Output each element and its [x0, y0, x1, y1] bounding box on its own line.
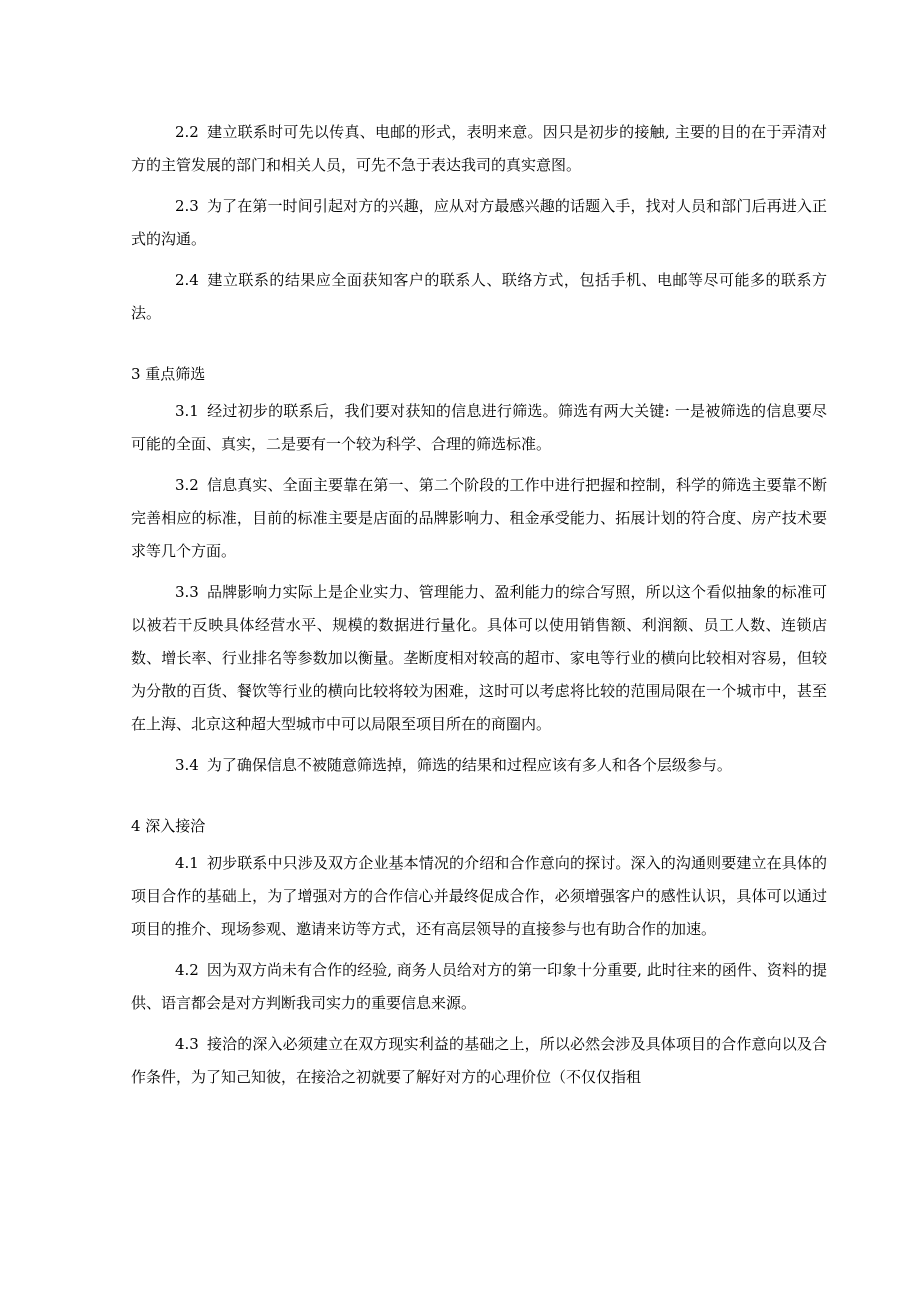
- paragraph-2-4: [131, 264, 827, 330]
- paragraph-number: 4.2: [175, 961, 199, 979]
- paragraph-text: 经过初步的联系后，我们要对获知的信息进行筛选。筛选有两大关键: 一是被筛选的信息要尽可能的全面、真实，二是要有一个较为科学、合理的筛选标准。: [131, 402, 827, 453]
- paragraph-number: 4.1: [175, 854, 199, 872]
- paragraph-text: 品牌影响力实际上是企业实力、管理能力、盈利能力的综合写照，所以这个看似抽象的标准可以被若干反映具体经营水平、规模的数据进行量化。具体可以使用销售额、利润额、员工人数、连锁店数、增长率、行业排名等参数加以衡量。垄断度相对较高的超市、家电等行业的横向比较相对容易，但较为分散的百货、餐饮等行业的横向比较将较为困难，这时可以考虑将比较的范围局限在一个城市中，甚至在上海、北京这种超大型城市中可以局限至项目所在的商圈内。: [131, 583, 827, 733]
- paragraph-2-2: [131, 116, 827, 182]
- paragraph-4-1: [131, 847, 827, 946]
- paragraph-number: 2.3: [175, 197, 199, 215]
- paragraph-text: 为了在第一时间引起对方的兴趣，应从对方最感兴趣的话题入手，找对人员和部门后再进入正式的沟通。: [131, 197, 827, 248]
- paragraph-number: 4.3: [175, 1035, 199, 1053]
- paragraph-number: 3.1: [175, 402, 199, 420]
- paragraph-3-2: [131, 469, 827, 568]
- paragraph-text: 接洽的深入必须建立在双方现实利益的基础之上，所以必然会涉及具体项目的合作意向以及合作条件，为了知己知彼，在接洽之初就要了解好对方的心理价位（不仅仅指租: [131, 1035, 827, 1086]
- paragraph-3-3: [131, 576, 827, 741]
- paragraph-number: 3.2: [175, 476, 199, 494]
- paragraph-number: 3.3: [175, 583, 199, 601]
- paragraph-text: 信息真实、全面主要靠在第一、第二个阶段的工作中进行把握和控制，科学的筛选主要靠不断完善相应的标准，目前的标准主要是店面的品牌影响力、租金承受能力、拓展计划的符合度、房产技术要求等几个方面。: [131, 476, 827, 560]
- paragraph-4-2: [131, 954, 827, 1020]
- paragraph-3-4: [131, 749, 827, 782]
- paragraph-3-1: [131, 395, 827, 461]
- section-heading-4: 4 深入接洽: [131, 817, 206, 835]
- paragraph-number: 3.4: [175, 756, 199, 774]
- paragraph-number: 2.4: [175, 271, 199, 289]
- paragraph-text: 因为双方尚未有合作的经验, 商务人员给对方的第一印象十分重要, 此时往来的函件、资料的提供、语言都会是对方判断我司实力的重要信息来源。: [131, 961, 827, 1012]
- paragraph-text: 建立联系的结果应全面获知客户的联系人、联络方式，包括手机、电邮等尽可能多的联系方法。: [131, 271, 827, 322]
- paragraph-text: 建立联系时可先以传真、电邮的形式，表明来意。因只是初步的接触, 主要的目的在于弄清对方的主管发展的部门和相关人员，可先不急于表达我司的真实意图。: [131, 123, 827, 174]
- document-body: [131, 116, 827, 1102]
- section-heading-3: 3 重点筛选: [131, 365, 206, 383]
- paragraph-text: 为了确保信息不被随意筛选掉，筛选的结果和过程应该有多人和各个层级参与。: [206, 756, 732, 774]
- paragraph-text: 初步联系中只涉及双方企业基本情况的介绍和合作意向的探讨。深入的沟通则要建立在具体的项目合作的基础上，为了增强对方的合作信心并最终促成合作，必须增强客户的感性认识，具体可以通过项目的推介、现场参观、邀请来访等方式，还有高层领导的直接参与也有助合作的加速。: [131, 854, 827, 938]
- paragraph-4-3: [131, 1028, 827, 1094]
- paragraph-number: 2.2: [175, 123, 199, 141]
- paragraph-2-3: [131, 190, 827, 256]
